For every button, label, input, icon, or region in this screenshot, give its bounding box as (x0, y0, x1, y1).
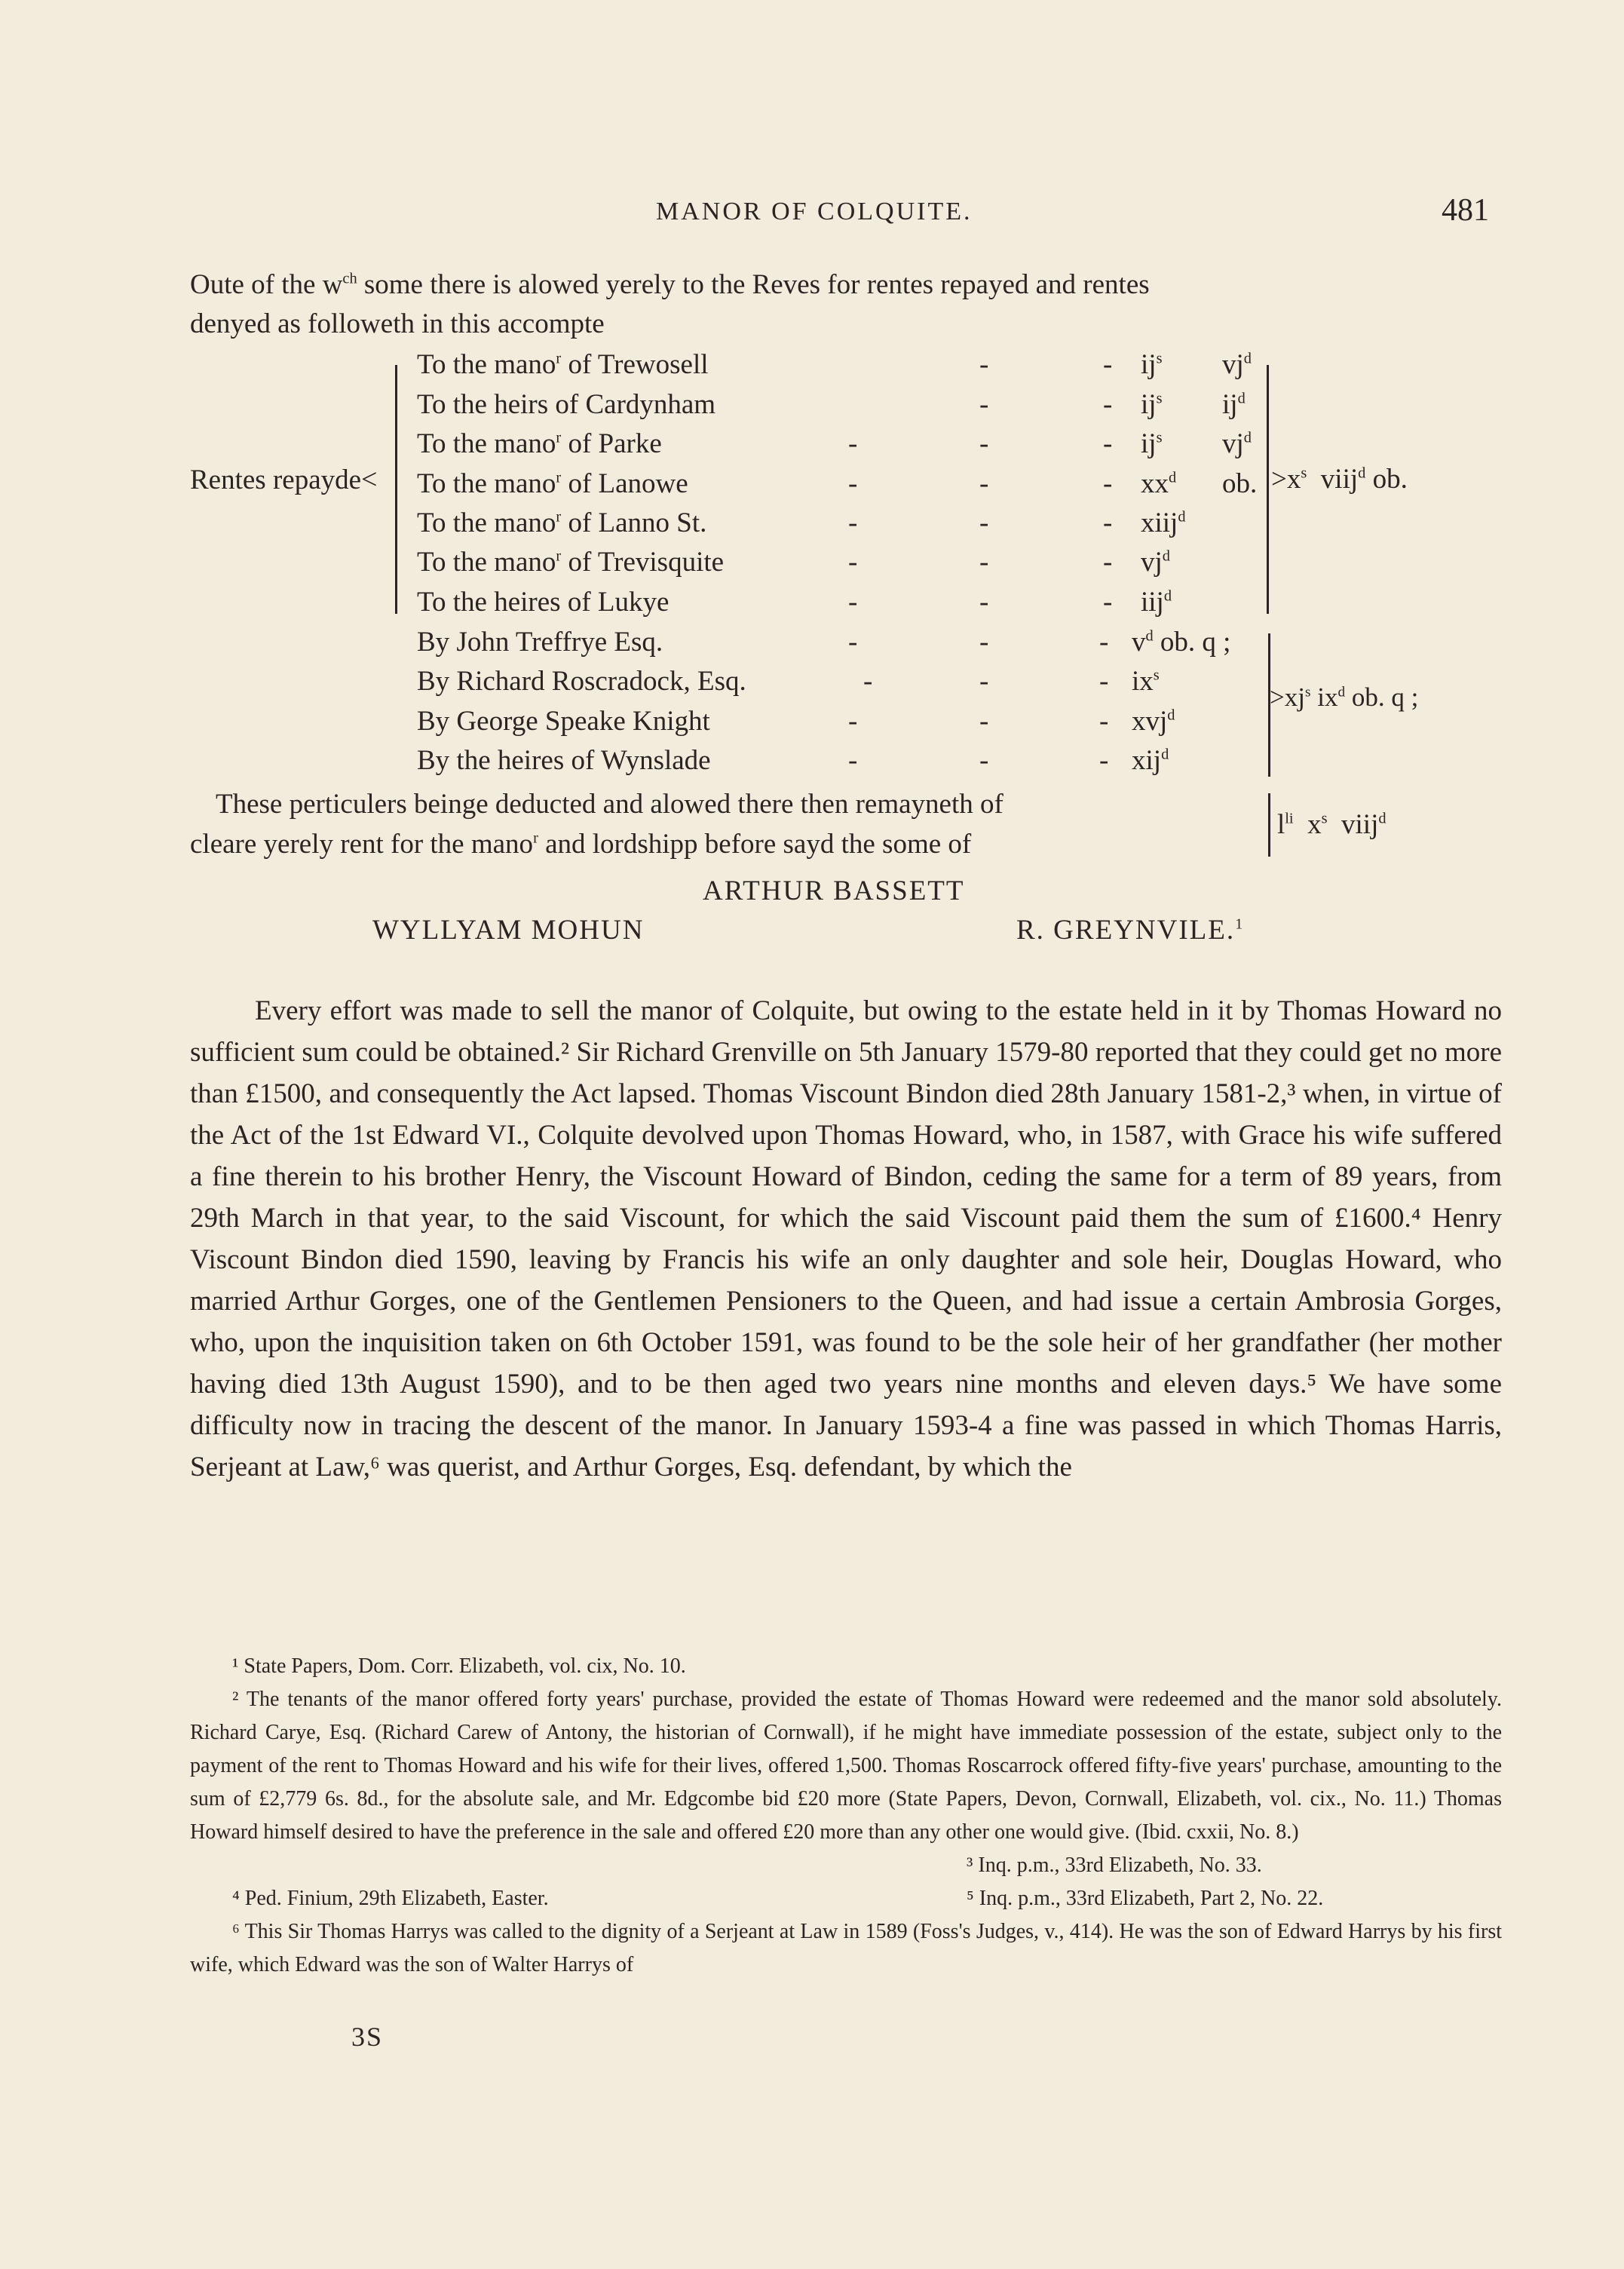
leader-dash: - (848, 587, 858, 618)
body-text (190, 990, 1502, 1488)
leader-dash: - (1103, 587, 1113, 618)
denyed-total-c: ob. q ; (1351, 682, 1419, 712)
rentes-row-label (417, 428, 662, 460)
leader-dash: - (1103, 389, 1113, 420)
rentes-row-label (417, 468, 688, 500)
rentes-row (417, 586, 1269, 625)
rentes-row-sup: r (556, 547, 562, 565)
rentes-row-rest: of Parke (561, 428, 662, 459)
rentes-total-a: x (1286, 464, 1301, 495)
summary-line-2 (190, 828, 971, 860)
denyed-row-amount (1132, 665, 1160, 698)
amount2-sup: d (1237, 390, 1246, 407)
rentes-row-amount (1141, 586, 1172, 618)
amount-value: xiij (1141, 507, 1178, 538)
summary-line-2a: cleare yerely rent for the mano (190, 829, 534, 860)
footnote-1: ¹ State Papers, Dom. Corr. Elizabeth, vol. cix, No. 10. (232, 1654, 686, 1678)
amount-sup: s (1156, 390, 1163, 407)
summary-total-b-sup: s (1321, 810, 1328, 827)
leader-dash: - (848, 428, 858, 459)
signature-center: ARTHUR BASSETT (703, 875, 965, 906)
right-brace-icon: > (1271, 464, 1287, 495)
rentes-row-label (417, 586, 669, 618)
denyed-total-a-sup: s (1304, 684, 1311, 701)
intro-text-rest: some there is alowed yerely to the Reves for rentes repayed and rentes (357, 269, 1150, 300)
amount-value: ij (1141, 428, 1157, 459)
leader-dash: - (979, 389, 989, 420)
leader-dash: - (979, 428, 989, 459)
rentes-row-rest: of Lanowe (561, 468, 688, 499)
denyed-total (1270, 682, 1418, 713)
amount-sup: d (1145, 627, 1154, 645)
leader-dash: - (1103, 349, 1113, 380)
footnote-2: ² The tenants of the manor offered forty years' purchase, provided the estate of Thomas Howard were redeemed and the manor sold absolutely. Richard Carye, Esq. (Richard Carew of Antony, the historian of Cornwall), if he might have immediate possession of the estate, subject only to the payment of the rent to Thomas Howard and his wife for their lives, offered 1,500. Thomas Roscarrock offered fifty-five years' purchase, amounting to the sum of £2,779 6s. 8d., for the absolute sale, and Mr. Edgcombe bid £20 more (State Papers, Devon, Cornwall, Elizabeth, vol. cix., No. 11.) Thomas Howard himself desired to have the preference in the sale and offered £20 more than any other one would give. (Ibid. cxxii, No. 8.) (190, 1688, 1502, 1844)
denyed-total-b-sup: d (1338, 684, 1346, 701)
footnote-5: ⁵ Inq. p.m., 33rd Elizabeth, Part 2, No. 22. (967, 1887, 1324, 1910)
intro-line-2: denyed as followeth in this accompte (190, 308, 605, 339)
leader-dash: - (1103, 547, 1113, 578)
leader-dash: - (1103, 468, 1113, 499)
rentes-row-name: To the mano (417, 349, 556, 380)
amount-value: ix (1132, 666, 1154, 697)
leader-dash: - (979, 706, 989, 737)
rentes-row (417, 546, 1269, 585)
amount-value: v (1132, 627, 1146, 658)
rentes-total (1271, 463, 1408, 495)
summary-line-1: These perticulers beinge deducted and alowed there then remayneth of (216, 789, 1004, 820)
rentes-row-amount (1141, 546, 1170, 578)
rentes-row-amount-2 (1222, 468, 1257, 500)
summary-total-b: x (1307, 809, 1322, 840)
denyed-row-name: By John Treffrye Esq. (417, 627, 663, 658)
leader-dash: - (848, 507, 858, 538)
leader-dash: - (979, 468, 989, 499)
rentes-total-b: viij (1320, 464, 1359, 495)
rentes-row-sup: r (556, 508, 562, 526)
amount-value: ij (1141, 349, 1157, 380)
footnote-4: ⁴ Ped. Finium, 29th Elizabeth, Easter. (232, 1887, 549, 1910)
leader-dash: - (848, 547, 858, 578)
rentes-row-sup: r (556, 469, 562, 486)
leader-dash: - (1103, 428, 1113, 459)
amount2-value: vj (1222, 428, 1244, 459)
intro-text: Oute of the w (190, 269, 343, 300)
rentes-row (417, 388, 1269, 428)
footnotes (190, 1650, 1502, 1982)
amount-value: iij (1141, 587, 1164, 618)
body-paragraph-1: Every effort was made to sell the manor of Colquite, but owing to the estate held in it by Thomas Howard no sufficient sum could be obtained.² Sir Richard Grenville on 5th January 1579-80 reported that they could get no more than £1500, and consequently the Act lapsed. Thomas Viscount Bindon died 28th January 1581-2,³ when, in virtue of the Act of the 1st Edward VI., Colquite devolved upon Thomas Howard, who, in 1587, with Grace his wife suffered a fine therein to his brother Henry, the Viscount Howard of Bindon, ceding the same for a term of 89 years, from 29th March in that year, to the said Viscount, for which the said Viscount paid them the sum of £1600.⁴ Henry Viscount Bindon died 1590, leaving by Francis his wife an only daughter and sole heir, Douglas Howard, who married Arthur Gorges, one of the Gentlemen Pensioners to the Queen, and had issue a certain Ambrosia Gorges, who, upon the inquisition taken on 6th October 1591, was found to be the sole heir of her grandfather (her mother having died 13th August 1590), and to be then aged two years nine months and eleven days.⁵ We have some difficulty now in tracing the descent of the manor. In January 1593-4 a fine was passed in which Thomas Harris, Serjeant at Law,⁶ was querist, and Arthur Gorges, Esq. defendant, by which the (190, 995, 1502, 1483)
amount-value: xvj (1132, 706, 1168, 737)
denyed-row-name: By the heires of Wynslade (417, 745, 711, 776)
left-brace-icon: < (361, 464, 378, 495)
rentes-row (417, 468, 1269, 507)
rentes-row (417, 348, 1269, 388)
leader-dash: - (863, 666, 873, 697)
leader-dash: - (979, 507, 989, 538)
leader-dash: - (1103, 507, 1113, 538)
summary-total-a: l (1277, 809, 1285, 840)
amount-sup: s (1156, 350, 1163, 367)
rentes-row-name: To the mano (417, 547, 556, 578)
denyed-row-name: By Richard Roscradock, Esq. (417, 666, 746, 697)
leader-dash: - (979, 627, 989, 658)
amount2-value: ij (1222, 389, 1238, 420)
rentes-row-label (417, 348, 709, 381)
amount-sup: s (1156, 429, 1163, 446)
rentes-row-label (417, 507, 706, 539)
amount2-sup: d (1243, 350, 1252, 367)
leader-dash: - (979, 745, 989, 776)
rentes-row-amount (1141, 468, 1176, 500)
amount-sup: d (1167, 707, 1175, 724)
summary-total (1277, 808, 1387, 841)
leader-dash: - (848, 745, 858, 776)
rentes-row-name: To the mano (417, 468, 556, 499)
rentes-row-name: To the mano (417, 507, 556, 538)
denyed-row (417, 626, 1269, 665)
rentes-row-amount (1141, 428, 1162, 460)
right-brace-icon-2: > (1270, 682, 1285, 712)
leader-dash: - (1099, 706, 1109, 737)
rentes-row-sup: r (556, 429, 562, 446)
rentes-row-rest: of Trewosell (561, 349, 709, 380)
rentes-row-label (417, 388, 715, 421)
leader-dash: - (1099, 627, 1109, 658)
amount-value: vj (1141, 547, 1163, 578)
rentes-row-amount-2 (1222, 348, 1252, 381)
rentes-row-amount-2 (1222, 388, 1246, 421)
amount2-value: vj (1222, 349, 1244, 380)
footnote-row-4-5 (190, 1882, 1502, 1915)
amount-sup: d (1162, 547, 1170, 565)
rentes-row-amount (1141, 388, 1162, 421)
rentes-row (417, 428, 1269, 467)
signature-right (1016, 914, 1244, 946)
signature-right-sup: 1 (1235, 915, 1245, 933)
denyed-row (417, 705, 1269, 744)
leader-dash: - (848, 468, 858, 499)
amount-sup: d (1178, 508, 1186, 526)
footnote-row-3-4 (190, 1849, 1502, 1882)
rentes-row-amount (1141, 507, 1186, 539)
amount-sup: d (1161, 746, 1169, 763)
rentes-right-brace (1267, 365, 1269, 614)
rentes-row (417, 507, 1269, 546)
denyed-row-amount (1132, 626, 1230, 658)
signature-mark: 3S (351, 2022, 384, 2052)
footnote-3: ³ Inq. p.m., 33rd Elizabeth, No. 33. (967, 1854, 1262, 1877)
rentes-label-text: Rentes repayde (190, 465, 362, 495)
amount2-value: ob. q ; (1160, 627, 1231, 658)
signature-left: WYLLYAM MOHUN (372, 915, 645, 946)
rentes-row-label (417, 546, 724, 578)
denyed-total-a: xj (1284, 682, 1305, 712)
leader-dash: - (848, 627, 858, 658)
rentes-row-rest: of Trevisquite (561, 547, 725, 578)
denyed-total-b: ix (1317, 682, 1338, 712)
summary-sup: r (533, 829, 538, 847)
leader-dash: - (1099, 745, 1109, 776)
intro-line-1 (190, 265, 1502, 305)
leader-dash: - (848, 706, 858, 737)
rentes-total-a-sup: s (1301, 465, 1307, 482)
summary-brace (1268, 793, 1270, 857)
rentes-row-sup: r (556, 350, 562, 367)
denyed-row (417, 665, 1269, 704)
rentes-row-name: To the heires of Lukye (417, 587, 670, 618)
denyed-row-amount (1132, 744, 1169, 777)
amount-sup: s (1153, 667, 1160, 684)
summary-total-c-sup: d (1378, 810, 1387, 827)
amount-value: ij (1141, 389, 1157, 420)
summary-line-2b: and lordshipp before sayd the some of (538, 829, 972, 860)
running-title: MANOR OF COLQUITE. (656, 198, 973, 225)
rentes-total-c: ob. (1372, 464, 1408, 495)
amount-sup: d (1163, 587, 1172, 605)
rentes-row-amount (1141, 348, 1162, 381)
amount2-sup: d (1243, 429, 1252, 446)
amount2-value: ob. (1222, 468, 1258, 499)
rentes-total-b-sup: d (1358, 465, 1366, 482)
amount-sup: d (1169, 469, 1177, 486)
rentes-row-amount-2 (1222, 428, 1252, 460)
denyed-row-name: By George Speake Knight (417, 706, 710, 737)
rentes-row-name: To the heirs of Cardynham (417, 389, 716, 420)
leader-dash: - (979, 349, 989, 380)
denyed-row-amount (1132, 705, 1175, 737)
intro-sup: ch (342, 270, 357, 287)
summary-total-a-sup: li (1285, 810, 1294, 827)
leader-dash: - (979, 666, 989, 697)
rentes-row-rest: of Lanno St. (561, 507, 707, 538)
signature-right-text: R. GREYNVILE. (1016, 915, 1236, 946)
rentes-label (190, 463, 377, 496)
summary-total-c: viij (1341, 809, 1379, 840)
rentes-row-name: To the mano (417, 428, 556, 459)
leader-dash: - (979, 547, 989, 578)
leader-dash: - (979, 587, 989, 618)
amount-value: xij (1132, 745, 1162, 776)
footnote-6: ⁶ This Sir Thomas Harrys was called to the dignity of a Serjeant at Law in 1589 (Foss's Judges, v., 414). He was the son of Edward Harrys by his first wife, which Edward was the son of Walter Harrys of (190, 1920, 1502, 1976)
rentes-left-brace (395, 365, 397, 614)
leader-dash: - (1099, 666, 1109, 697)
page-number: 481 (1442, 193, 1489, 228)
amount-value: xx (1141, 468, 1169, 499)
denyed-row (417, 744, 1269, 783)
